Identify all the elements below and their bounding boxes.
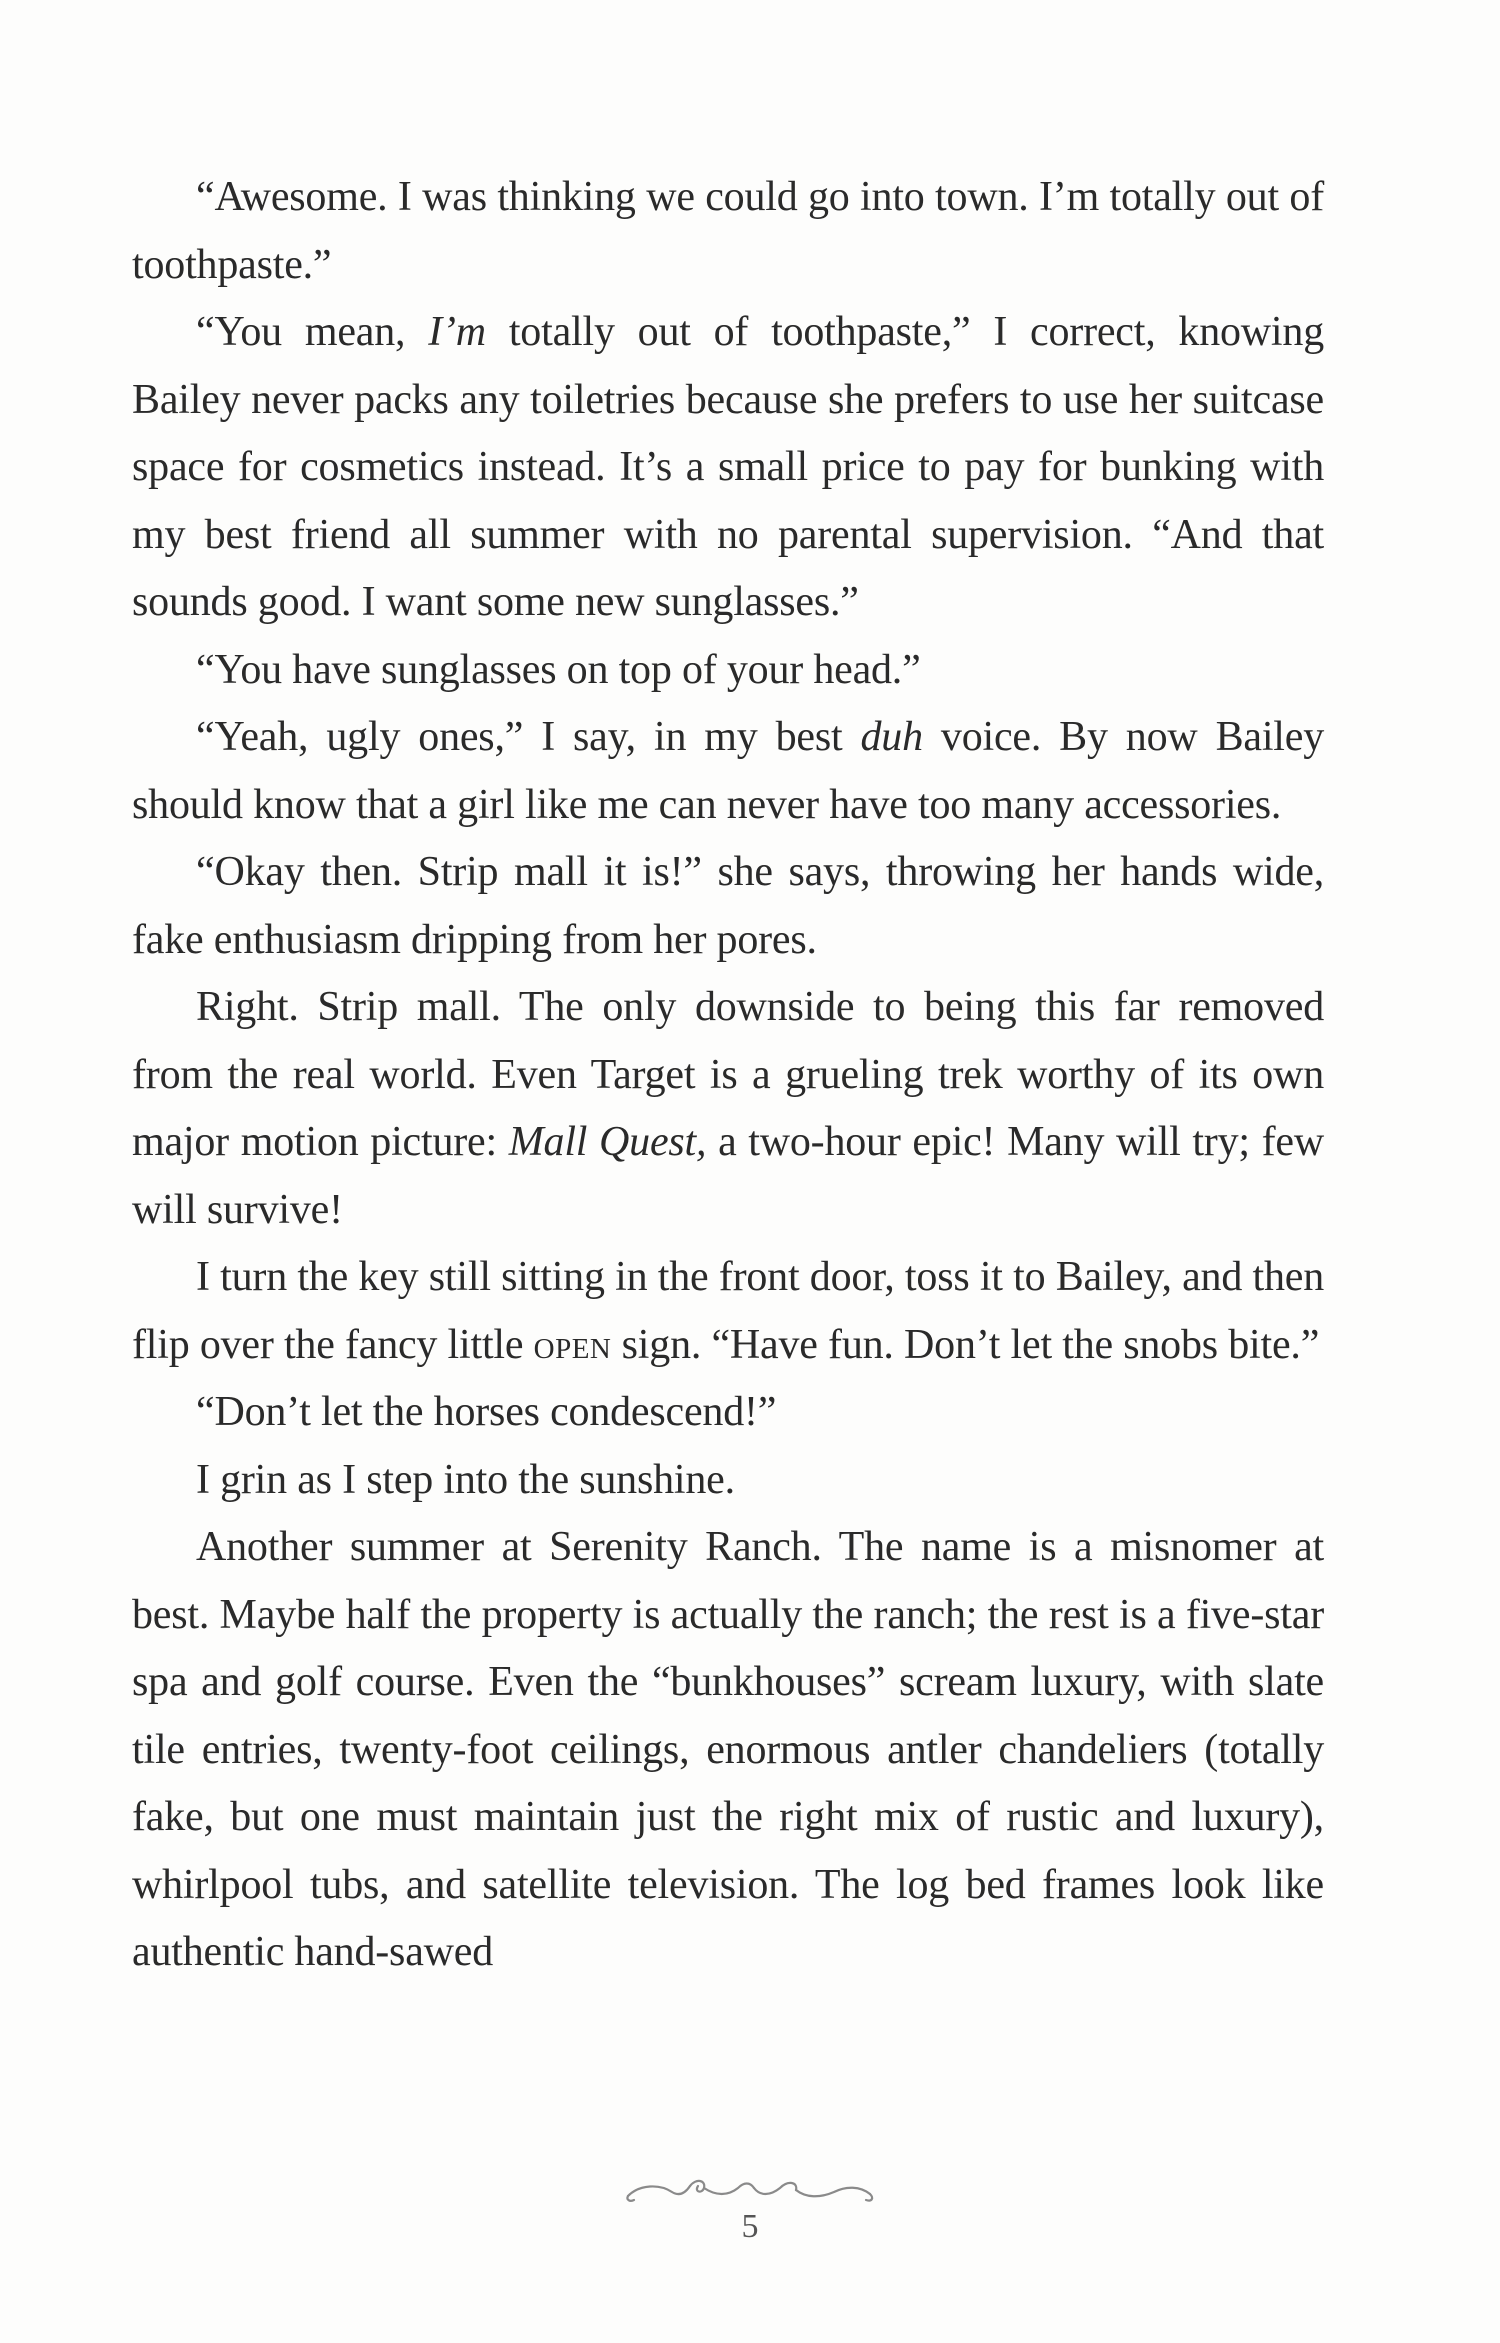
body-text (132, 164, 1324, 1987)
text-run: “You mean, (196, 309, 429, 355)
text-run: “You have sunglasses on top of your head.” (196, 646, 921, 693)
text-run: “Awesome. I was thinking we could go into town. I’m totally out of toothpaste.” (132, 174, 1324, 288)
paragraph (132, 704, 1324, 839)
text-run: voice. By now Bailey should know that a girl like me can never have too many accessories. (132, 714, 1324, 828)
text-run: I turn the key still sitting in the front door, toss it to Bailey, and then flip over the fancy little (132, 1254, 1324, 1368)
paragraph (132, 974, 1324, 1244)
paragraph (132, 299, 1324, 637)
text-run: “Yeah, ugly ones,” I say, in my best (196, 714, 861, 760)
page-footer (0, 2170, 1500, 2290)
paragraph (132, 1244, 1324, 1379)
paragraph (132, 1379, 1324, 1447)
text-run: totally out of toothpaste,” I correct, knowing Bailey never packs any toiletries because she prefers to use her suitcase space for cosmetics instead. It’s a small price to pay for bunking with my best friend all summer with no parental supervision. “And that sounds good. I want some new sunglasses.” (132, 309, 1324, 625)
italic-text: duh (860, 714, 923, 760)
text-run: I grin as I step into the sunshine. (196, 1456, 735, 1503)
text-run: sign. “Have fun. Don’t let the snobs bite.” (611, 1321, 1320, 1368)
page-number: 5 (741, 2208, 759, 2245)
text-run: Right. Strip mall. The only downside to being this far removed from the real world. Even Target is a grueling trek worthy of its own major motion picture: (132, 984, 1324, 1165)
text-run: “Don’t let the horses condescend!” (196, 1389, 777, 1435)
paragraph (132, 164, 1324, 299)
paragraph (132, 1447, 1324, 1515)
paragraph (132, 1514, 1324, 1987)
text-run: a two-hour epic! Many will try; few will survive! (132, 1119, 1324, 1233)
text-run: “Okay then. Strip mall it is!” she says, throwing her hands wide, fake enthusiasm dripping from her pores. (132, 849, 1324, 963)
paragraph (132, 839, 1324, 974)
vine-flourish-icon (620, 2170, 880, 2210)
italic-text: I’m (428, 309, 486, 355)
text-run: Another summer at Serenity Ranch. The name is a misnomer at best. Maybe half the property is actually the ranch; the rest is a five-star spa and golf course. Even the “bunkhouses” scream luxury, with slate tile entries, twenty-foot ceilings, enormous antler chandeliers (totally fake, but one must maintain just the right mix of rustic and luxury), whirlpool tubs, and satellite television. The log bed frames look like authentic hand-sawed (132, 1524, 1324, 1975)
paragraph (132, 637, 1324, 705)
small-caps-text: open (533, 1321, 612, 1368)
italic-text: Mall Quest, (508, 1119, 707, 1165)
